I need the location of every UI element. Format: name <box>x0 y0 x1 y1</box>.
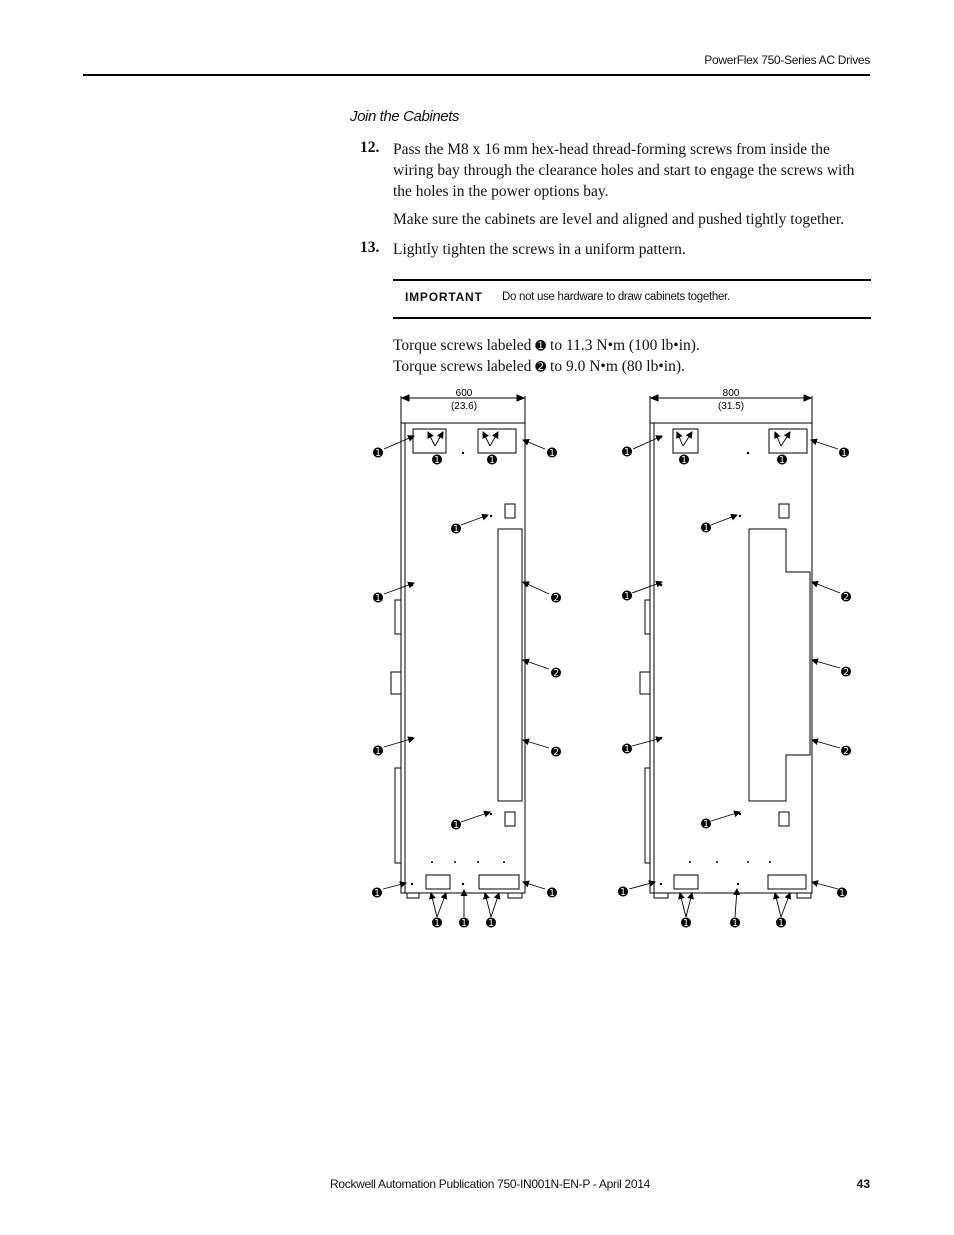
callout-one-icon: ➊ <box>700 817 712 831</box>
step-12-note: Make sure the cabinets are level and aligned and pushed tightly together. <box>393 211 845 228</box>
callout-two-icon: ➋ <box>840 665 852 679</box>
callout-one-icon: ➊ <box>372 744 384 758</box>
running-header-title: PowerFlex 750-Series AC Drives <box>704 53 870 67</box>
callout-two-icon: ➋ <box>550 666 562 680</box>
callout-one-icon: ➊ <box>617 885 629 899</box>
cabinet-screw-diagram <box>360 380 860 940</box>
callout-one-icon: ➊ <box>546 886 558 900</box>
cabinet-800-holes <box>660 436 771 885</box>
callout-one-icon: ➊ <box>546 446 558 460</box>
callout-one-icon: ➊ <box>775 916 787 930</box>
callout-one-icon: ➊ <box>776 453 788 467</box>
step-number-13: 13. <box>360 239 380 256</box>
step-number-12: 12. <box>360 139 380 156</box>
cabinet-800-drawing <box>640 395 812 898</box>
callout-one-icon: ➊ <box>372 446 384 460</box>
footer-publication: Rockwell Automation Publication 750-IN001N-EN-P - April 2014 <box>330 1177 650 1191</box>
callout-one-icon: ➊ <box>836 886 848 900</box>
callout-one-icon: ➊ <box>371 886 383 900</box>
page-number: 43 <box>856 1177 870 1191</box>
torque-1-prefix: Torque screws labeled <box>393 337 532 354</box>
dimension-600-mm: 600 <box>455 388 473 399</box>
torque-2-value: to 9.0 N•m (80 lb•in). <box>550 358 685 375</box>
callout-one-icon: ➊ <box>621 445 633 459</box>
callout-one-icon: ➊ <box>621 742 633 756</box>
step-12-text: Pass the M8 x 16 mm hex-head thread-forming screws from inside the wiring bay through the clearance holes and start to engage the screws with the holes in the power options bay. <box>393 141 855 200</box>
callout-one-icon: ➊ <box>838 446 850 460</box>
torque-2-prefix: Torque screws labeled <box>393 358 532 375</box>
callout-one-icon: ➊ <box>486 453 498 467</box>
callout-two-icon: ➋ <box>550 745 562 759</box>
torque-spec-2 <box>393 356 685 378</box>
callout-two-icon: ➋ <box>535 360 547 375</box>
step-13-text: Lightly tighten the screws in a uniform pattern. <box>393 241 686 258</box>
section-heading: Join the Cabinets <box>350 108 460 125</box>
callout-one-icon: ➊ <box>700 521 712 535</box>
dimension-600-in: (23.6) <box>450 401 478 412</box>
callout-one-icon: ➊ <box>680 916 692 930</box>
leader-lines <box>383 432 840 917</box>
torque-1-value: to 11.3 N•m (100 lb•in). <box>550 337 700 354</box>
important-label: IMPORTANT <box>405 290 483 304</box>
important-notice <box>393 279 871 319</box>
dimension-800-mm: 800 <box>722 388 740 399</box>
callout-one-icon: ➊ <box>372 591 384 605</box>
header-rule <box>83 74 870 76</box>
callout-two-icon: ➋ <box>840 590 852 604</box>
callout-one-icon: ➊ <box>450 522 462 536</box>
callout-one-icon: ➊ <box>431 916 443 930</box>
callout-one-icon: ➊ <box>431 453 443 467</box>
callout-two-icon: ➋ <box>550 591 562 605</box>
torque-spec-1 <box>393 335 700 357</box>
callout-one-icon: ➊ <box>450 818 462 832</box>
callout-one-icon: ➊ <box>458 916 470 930</box>
important-text: Do not use hardware to draw cabinets together. <box>502 291 730 303</box>
callout-one-icon: ➊ <box>621 589 633 603</box>
callout-one-icon: ➊ <box>535 339 547 354</box>
callout-one-icon: ➊ <box>485 916 497 930</box>
callout-one-icon: ➊ <box>678 453 690 467</box>
callout-two-icon: ➋ <box>840 744 852 758</box>
dimension-800-in: (31.5) <box>717 401 745 412</box>
callout-one-icon: ➊ <box>729 916 741 930</box>
